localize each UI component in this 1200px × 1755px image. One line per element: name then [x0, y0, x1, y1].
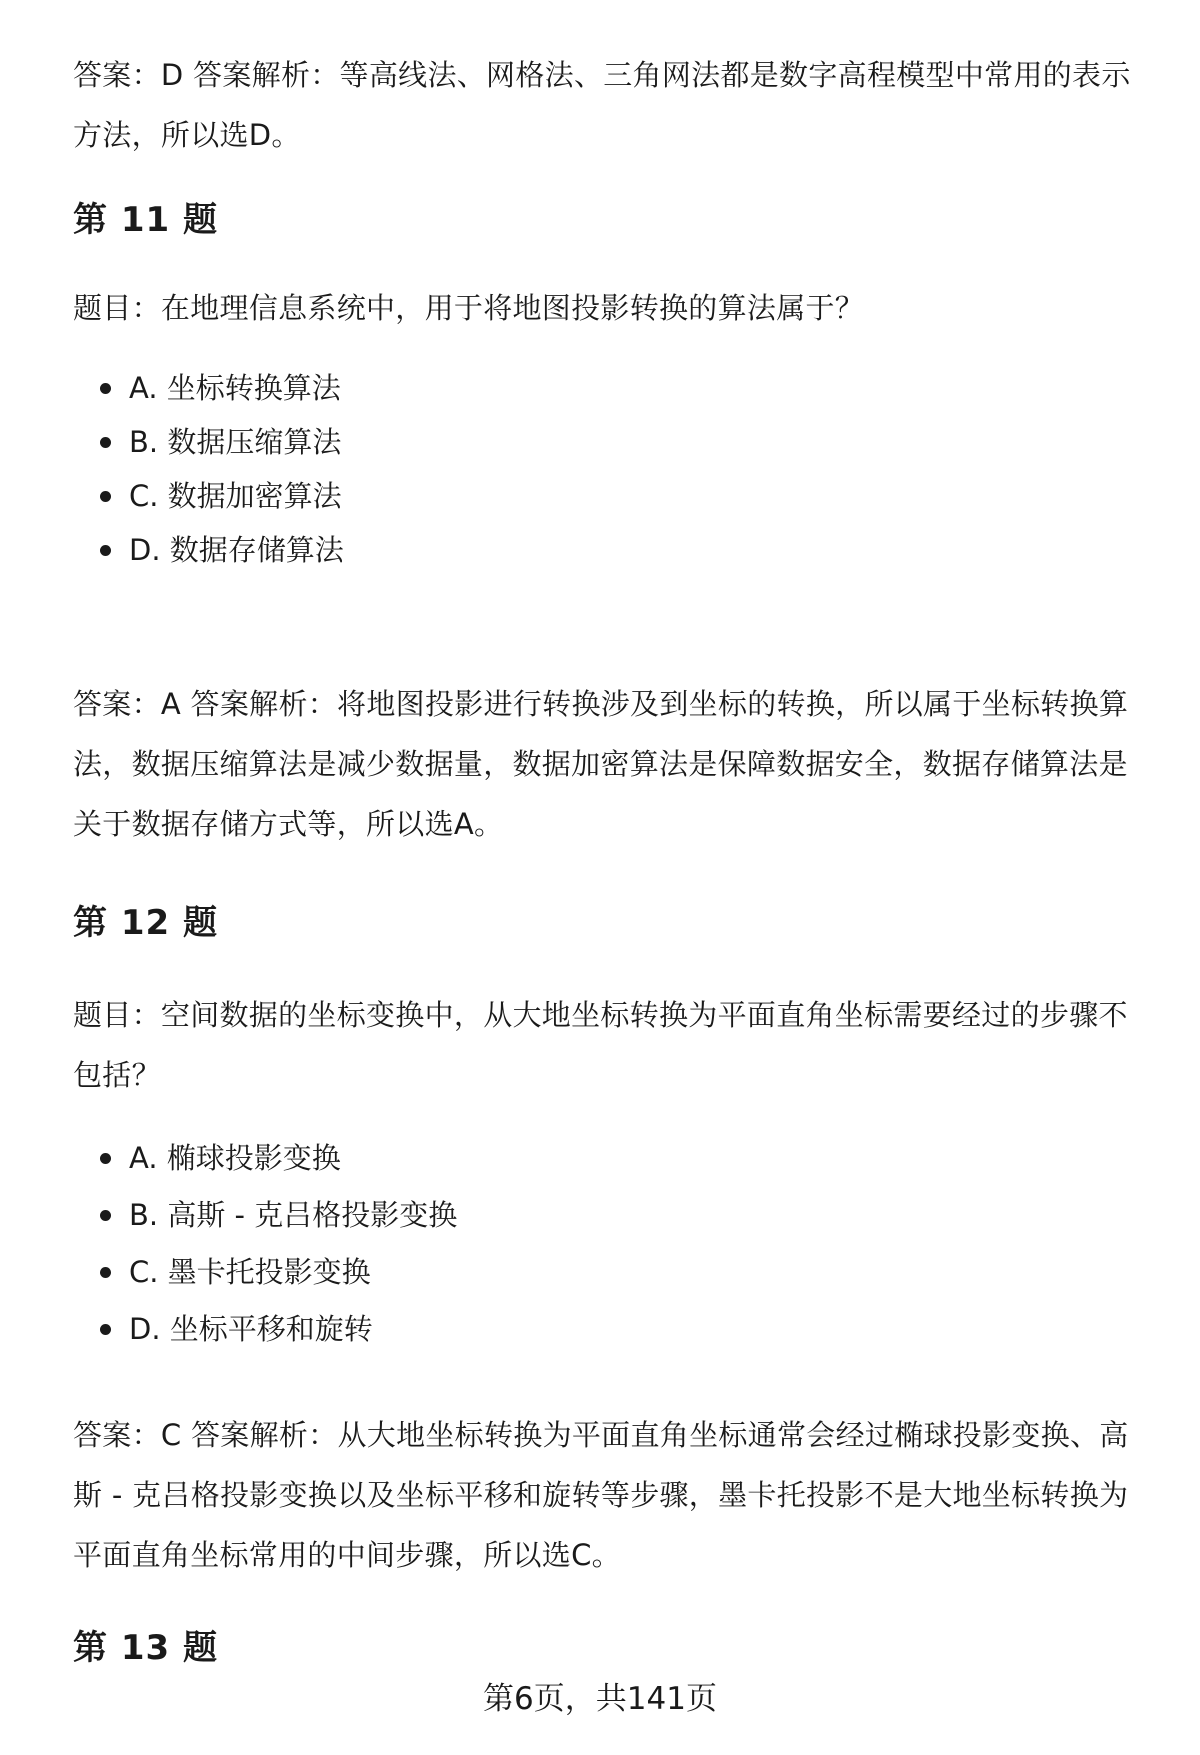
option-item	[73, 412, 1153, 472]
bullet-icon	[100, 1267, 111, 1278]
bullet-icon	[100, 491, 111, 502]
bullet-icon	[100, 437, 111, 448]
option-text: B. 高斯 - 克吕格投影变换	[129, 1198, 458, 1232]
question-prompt	[73, 985, 1153, 1105]
options-list	[73, 358, 1153, 580]
question-heading: 第 12 题	[73, 903, 218, 943]
answer-line: 平面直角坐标常用的中间步骤，所以选C。	[73, 1538, 621, 1572]
option-item	[73, 358, 1153, 418]
option-text: A. 坐标转换算法	[129, 371, 341, 405]
answer-line: 答案：A 答案解析：将地图投影进行转换涉及到坐标的转换，所以属于坐标转换算	[73, 687, 1129, 721]
question-heading: 第 13 题	[73, 1628, 218, 1668]
option-text: C. 数据加密算法	[129, 479, 342, 513]
prompt-line: 题目：空间数据的坐标变换中，从大地坐标转换为平面直角坐标需要经过的步骤不	[73, 998, 1128, 1032]
option-item	[73, 520, 1153, 580]
answer-block-q10	[73, 45, 1153, 165]
bullet-icon	[100, 1324, 111, 1335]
option-item	[73, 1185, 1153, 1245]
bullet-icon	[100, 383, 111, 394]
option-text: B. 数据压缩算法	[129, 425, 342, 459]
option-item	[73, 466, 1153, 526]
answer-line: 方法，所以选D。	[73, 118, 301, 152]
option-text: D. 坐标平移和旋转	[129, 1312, 373, 1346]
answer-block-q11	[73, 674, 1153, 854]
answer-line: 答案：C 答案解析：从大地坐标转换为平面直角坐标通常会经过椭球投影变换、高	[73, 1418, 1129, 1452]
question-heading: 第 11 题	[73, 200, 218, 240]
option-item	[73, 1128, 1153, 1188]
option-text: A. 椭球投影变换	[129, 1141, 341, 1175]
option-item	[73, 1299, 1153, 1359]
option-text: D. 数据存储算法	[129, 533, 344, 567]
answer-line: 答案：D 答案解析：等高线法、网格法、三角网法都是数字高程模型中常用的表示	[73, 58, 1131, 92]
question-prompt: 题目：在地理信息系统中，用于将地图投影转换的算法属于？	[73, 291, 865, 325]
answer-block-q12	[73, 1405, 1153, 1585]
bullet-icon	[100, 545, 111, 556]
bullet-icon	[100, 1210, 111, 1221]
bullet-icon	[100, 1153, 111, 1164]
option-item	[73, 1242, 1153, 1302]
options-list	[73, 1128, 1153, 1359]
option-text: C. 墨卡托投影变换	[129, 1255, 371, 1289]
page-number-footer: 第6页，共141页	[483, 1681, 717, 1717]
prompt-line: 包括？	[73, 1058, 161, 1092]
answer-line: 斯 - 克吕格投影变换以及坐标平移和旋转等步骤，墨卡托投影不是大地坐标转换为	[73, 1478, 1129, 1512]
answer-line: 法，数据压缩算法是减少数据量，数据加密算法是保障数据安全，数据存储算法是	[73, 747, 1128, 781]
answer-line: 关于数据存储方式等，所以选A。	[73, 807, 504, 841]
